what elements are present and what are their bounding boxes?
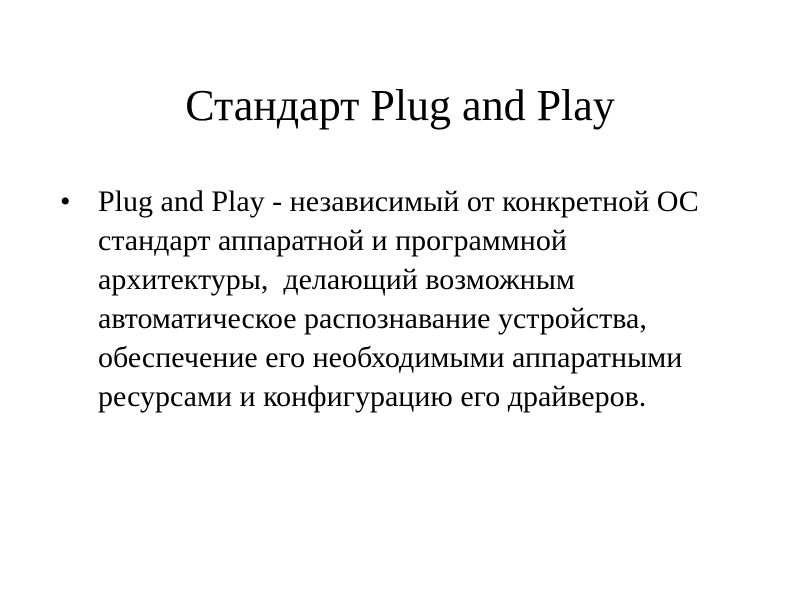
bullet-marker: • (60, 185, 71, 218)
bullet-item (60, 182, 730, 416)
slide-title: Стандарт Plug and Play (185, 81, 615, 130)
bullet-text: Plug and Play - независимый от конкретной ОС стандарт аппаратной и программной архитектуры, делающий возможным автоматическое распознавание устройства, обеспечение его необходимыми аппаратными ресурсами и конфигурацию его драйверов. (98, 185, 707, 413)
bullet-list (60, 182, 730, 416)
